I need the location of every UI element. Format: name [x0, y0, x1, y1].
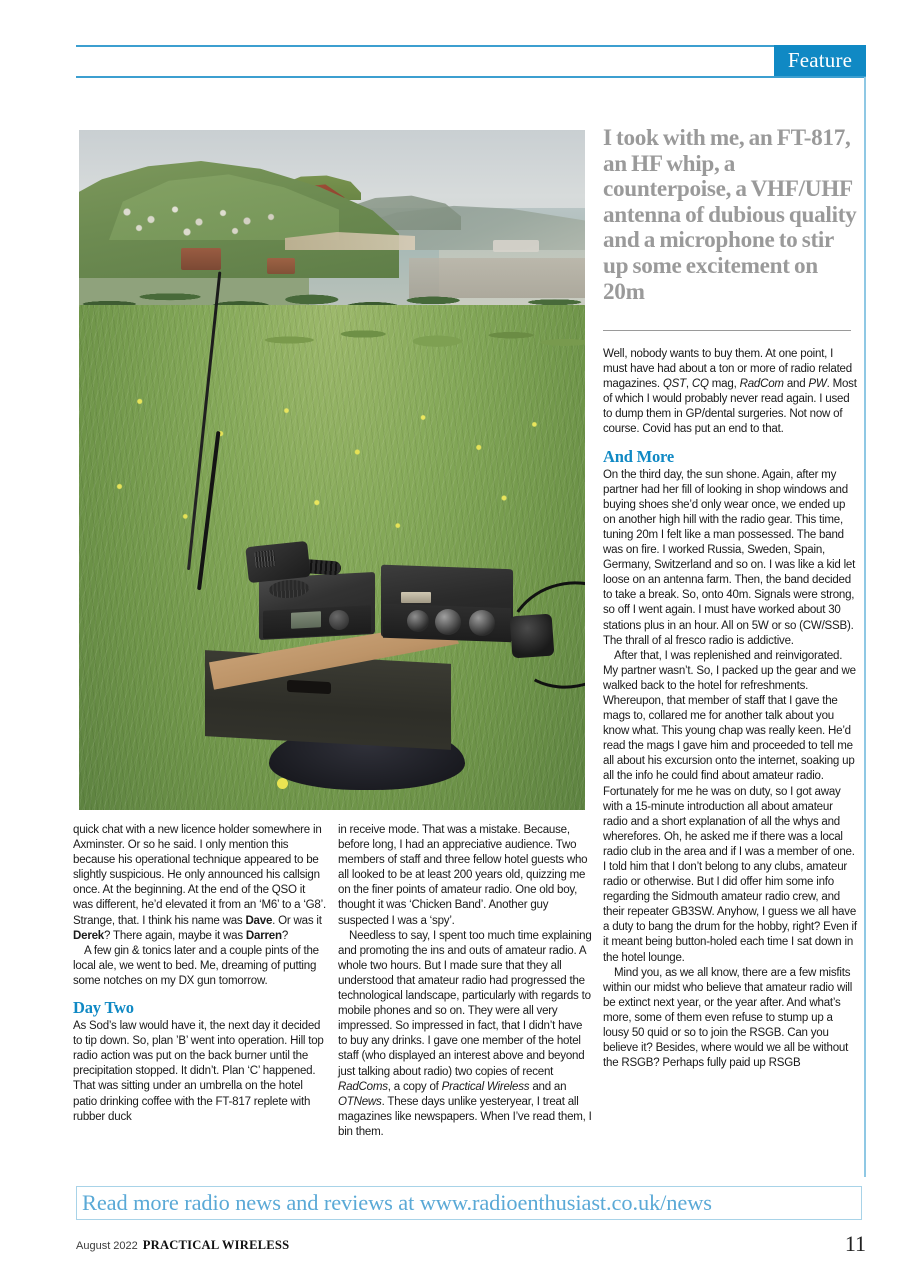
text-run: in receive mode. That was a mistake. Because, before long, I had an appreciative audience. Two members of staff and three fellow hotel guests who all looked to be at least 200 years old, quizzing me on the finer points of amateur radio. One old boy, thought it was ‘Chicken Band’. Another guy suspected I was a ‘spy’. [338, 824, 588, 927]
top-rule-upper [76, 45, 866, 47]
photo-village [107, 192, 307, 242]
text-run: ? There again, maybe it was [104, 929, 246, 942]
bold-name: Dave [245, 914, 273, 927]
text-run: Mind you, as we all know, there are a few misfits within our midst who believe that amateur radio will be extinct next year, or the year after. And what’s more, some of them even refuse to stump up a lousy 50 quid or so to join the RSGB. Can you believe it? Besides, where would we all be without the RSGB? Perhaps fully paid up RSGB [603, 966, 853, 1070]
text-run: mag, [708, 378, 740, 391]
photo-shrub-row [249, 298, 585, 358]
text-run: On the third day, the sun shone. Again, after my partner had her fill of looking in shop windows and buying shoes she’d only wear once, we ended up on another high hill with the radio gear. This time, tuning 20m I felt like a man possessed. The band was on fire. I worked Russia, Sweden, Spain, Germany, Switzerland and so on. I was like a kid let loose on an antenna farm. Then, the band decided to take a break. So, onto 40m. Signals were strong, so off I went again. I must have worked about 30 stations plus in an hour. All on 5W or so (CW/SSB). The thrall of al fresco radio is addictive. [603, 468, 856, 647]
italic-title: PW [808, 378, 827, 391]
footer-meta [76, 1238, 289, 1253]
top-rule-lower [76, 76, 866, 78]
text-run: quick chat with a new licence holder somewhere in Axminster. Or so he said. I only mention this because his operational technique appeared to be slightly suspicious. He only announced his callsign once. At the beginning. At the end of the QSO it was different, he’d elevated it from an ‘M6’ to a ‘G8’. Strange, that. I think his name was [73, 824, 326, 927]
body-paragraph [338, 823, 592, 929]
photo-cardboard-box-handle-hole [287, 680, 331, 694]
photo-mic-grille [254, 550, 276, 568]
body-paragraph [603, 347, 859, 438]
text-run: . These days unlike yesteryear, I treat all magazines like newspapers. When I’ve read them, I bin them. [338, 1095, 592, 1138]
italic-title: CQ [691, 378, 709, 391]
text-run: Needless to say, I spent too much time explaining and promoting the ins and outs of amateur radio. A whole two hours. But I made sure that they all understood that amateur radio had progressed the technological landscape, particularly with regards to mobile phones and so on. They were all very impressed. So impressed in fact, that I didn’t have to buy any drinks. I gave one member of the hotel staff (who displayed an interest above and beyond just talking about radio) two copies of recent [338, 929, 592, 1078]
text-run: As Sod’s law would have it, the next day it decided to tip down. So, plan ’B’ went into operation. Hill top radio action was put on the back burner until the precipitation stopped. It didn’t. Plan ‘C’ happened. That was sitting under an umbrella on the hotel patio drinking coffee with the FT-817 replete with rubber duck [73, 1020, 324, 1123]
pull-quote: I took with me, an FT-817, an HF whip, a counterpoise, a VHF/UHF antenna of dubious quality and a microphone to stir up some excitement on 20m [603, 125, 857, 305]
column-right [603, 347, 859, 1071]
text-run: Well, nobody wants to buy them. At one point, I must have had about a ton or more of radio related magazines. [603, 348, 852, 391]
text-run: . Most of which I would probably never read again. I used to dump them in GP/dental surgeries. Not now of course. Covid has put an end to that. [603, 378, 857, 436]
right-vertical-rule [864, 77, 866, 1177]
issue-date: August 2022 [76, 1240, 138, 1252]
pull-quote-rule [603, 330, 851, 331]
text-run: and [783, 378, 809, 391]
text-run: A few gin & tonics later and a couple pints of the local ale, we went to bed. Me, dreaming of putting some notches on my DX gun tomorrow. [73, 944, 319, 987]
italic-title: OTNews [338, 1095, 382, 1108]
text-run: After that, I was replenished and reinvigorated. My partner wasn’t. So, I packed up the gear and we walked back to the hotel for refreshments. Whereupon, that member of staff that I gave the mags to, collared me for another talk about you know what. This young chap was really keen. He’d read the mags I gave him and proceeded to tell me all about his excursion onto the internet, soaking up all the info he could find about amateur radio. Fortunately for me he was on duty, so I got away with a 15-minute introduction all about amateur radio and a short explanation of all the whys and wherefores. Oh, he asked me if there was a local radio club in the area and if I was a member of one. I told him that I don’t belong to any clubs, amateur radio or otherwise. But I did offer him some info regarding the Sidmouth amateur radio crew, and their repeater GB3SW. Anyhow, I guess we all have a duty to bang the drum for the hobby, right? Even if it meant being button-holed each time I sat down in the hotel lounge. [603, 649, 857, 964]
feature-tag: Feature [774, 45, 866, 76]
italic-title: Practical Wireless [441, 1080, 530, 1093]
text-run: . Or was it [272, 914, 322, 927]
photo-atu-knob-antenna [407, 610, 429, 632]
photo-buttercup-foreground [277, 778, 288, 789]
body-paragraph [73, 944, 327, 989]
body-paragraph [603, 649, 859, 966]
text-run: and an [529, 1080, 567, 1093]
photo-atu-knob-tune [469, 610, 495, 636]
magazine-name: PRACTICAL WIRELESS [142, 1238, 290, 1252]
text-run: ? [281, 929, 289, 942]
page-number: 11 [844, 1231, 866, 1256]
photo-buttercups [79, 360, 585, 590]
body-paragraph [603, 468, 859, 649]
italic-title: RadComs [338, 1080, 388, 1093]
body-paragraph [338, 929, 592, 1140]
photo-atu-knob-transmitter [435, 609, 461, 635]
footer-banner-text: Read more radio news and reviews at www.radioenthusiast.co.uk/news [82, 1190, 712, 1215]
photo-ft817-tuning-knob [329, 610, 349, 630]
bold-name: Darren [245, 929, 282, 942]
section-subheading: And More [603, 446, 674, 466]
column-middle [338, 823, 592, 1140]
body-paragraph [603, 966, 859, 1072]
section-subheading: Day Two [73, 998, 134, 1018]
photo-atu-meter [401, 592, 431, 603]
photo-ft817-display [291, 611, 321, 629]
body-paragraph [73, 823, 327, 944]
text-run: , a copy of [387, 1080, 442, 1093]
text-run: , [685, 378, 692, 391]
bold-name: Derek [73, 929, 104, 942]
article-photo [79, 130, 585, 810]
italic-title: QST [662, 378, 686, 391]
column-left [73, 823, 327, 1125]
body-paragraph [73, 1019, 327, 1125]
italic-title: RadCom [739, 378, 784, 391]
